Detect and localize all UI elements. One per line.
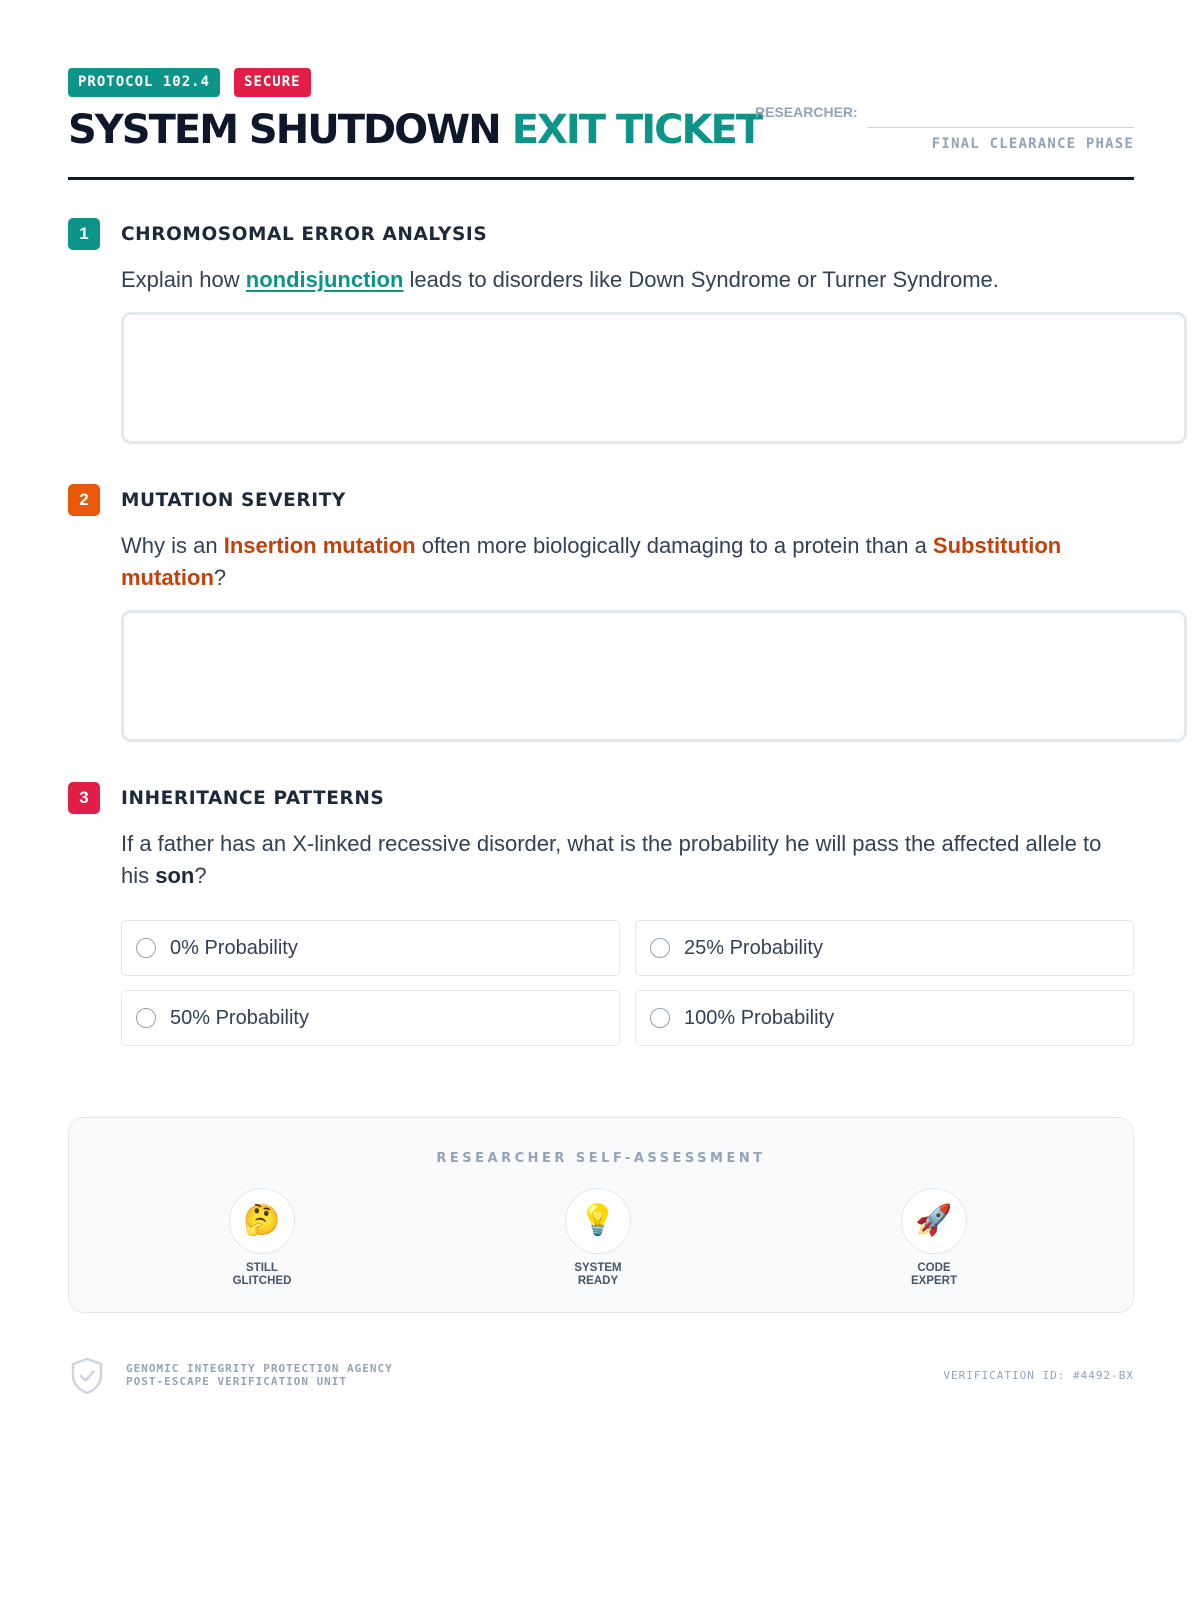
footer-org-line: POST-ESCAPE VERIFICATION UNIT [126, 1375, 348, 1388]
secure-tag: SECURE [234, 68, 311, 97]
choice-label-line: STILL [246, 1262, 278, 1274]
assessment-code-expert[interactable] [874, 1188, 994, 1288]
option-0-percent[interactable] [121, 920, 620, 976]
header-tags [68, 68, 311, 97]
assessment-system-ready[interactable] [538, 1188, 658, 1288]
footer-organization [126, 1362, 393, 1388]
option-25-percent[interactable] [635, 920, 1134, 976]
option-label: 0% Probability [170, 936, 298, 959]
section-title: INHERITANCE PATTERNS [121, 788, 385, 809]
radio-button[interactable] [650, 938, 670, 958]
highlight-term: Substitution mutation [121, 533, 1062, 590]
page-title [68, 106, 761, 154]
phase-label: FINAL CLEARANCE PHASE [931, 136, 1134, 152]
section-title: CHROMOSOMAL ERROR ANALYSIS [121, 224, 488, 245]
option-label: 50% Probability [170, 1006, 309, 1029]
option-label: 100% Probability [684, 1006, 835, 1029]
answer-box-1[interactable] [121, 312, 1187, 444]
section-number-badge: 1 [68, 218, 100, 250]
question-text-part: often more biologically damaging to a protein than a [415, 533, 933, 558]
section-number-badge: 3 [68, 782, 100, 814]
option-50-percent[interactable] [121, 990, 620, 1046]
bold-term: son [155, 863, 195, 888]
section-title: MUTATION SEVERITY [121, 490, 346, 511]
shield-check-icon [70, 1357, 104, 1395]
researcher-label: RESEARCHER: [755, 104, 858, 120]
choice-label-line: EXPERT [910, 1275, 957, 1287]
probability-options [121, 920, 1134, 1046]
choice-label [538, 1262, 658, 1288]
self-assessment-panel [68, 1117, 1134, 1313]
question-text [121, 828, 1131, 892]
header-divider [68, 177, 1134, 180]
question-text-part: leads to disorders like Down Syndrome or Turner Syndrome. [403, 267, 999, 292]
option-label: 25% Probability [684, 936, 823, 959]
assessment-title: RESEARCHER SELF-ASSESSMENT [436, 1151, 766, 1166]
radio-button[interactable] [136, 938, 156, 958]
choice-label [874, 1262, 994, 1288]
question-text-part: ? [194, 863, 207, 888]
question-text-part: ? [213, 565, 227, 590]
title-main: SYSTEM SHUTDOWN [68, 107, 500, 153]
choice-label-line: READY [577, 1275, 619, 1287]
verification-id: VERIFICATION ID: #4492-BX [943, 1369, 1134, 1382]
radio-button[interactable] [650, 1008, 670, 1028]
thinking-face-icon[interactable]: 🤔 [229, 1188, 295, 1254]
answer-box-2[interactable] [121, 610, 1187, 742]
title-accent: EXIT TICKET [511, 107, 762, 153]
question-text [121, 530, 1131, 594]
protocol-tag: PROTOCOL 102.4 [68, 68, 220, 97]
highlight-term: Insertion mutation [223, 533, 416, 558]
question-text [121, 264, 1131, 296]
choice-label-line: GLITCHED [232, 1275, 292, 1287]
section-number-badge: 2 [68, 484, 100, 516]
assessment-still-glitched[interactable] [202, 1188, 322, 1288]
option-100-percent[interactable] [635, 990, 1134, 1046]
choice-label-line: SYSTEM [574, 1262, 622, 1274]
footer-org-line: GENOMIC INTEGRITY PROTECTION AGENCY [126, 1362, 393, 1375]
question-text-part: Why is an [121, 533, 224, 558]
radio-button[interactable] [136, 1008, 156, 1028]
choice-label-line: CODE [917, 1262, 951, 1274]
question-text-part: If a father has an X-linked recessive disorder, what is the probability he will pass the affected allele to his [121, 831, 1102, 888]
rocket-icon[interactable]: 🚀 [901, 1188, 967, 1254]
highlight-term: nondisjunction [245, 267, 404, 292]
question-text-part: Explain how [121, 267, 246, 292]
choice-label [202, 1262, 322, 1288]
researcher-name-field[interactable] [868, 127, 1134, 128]
lightbulb-icon[interactable]: 💡 [565, 1188, 631, 1254]
